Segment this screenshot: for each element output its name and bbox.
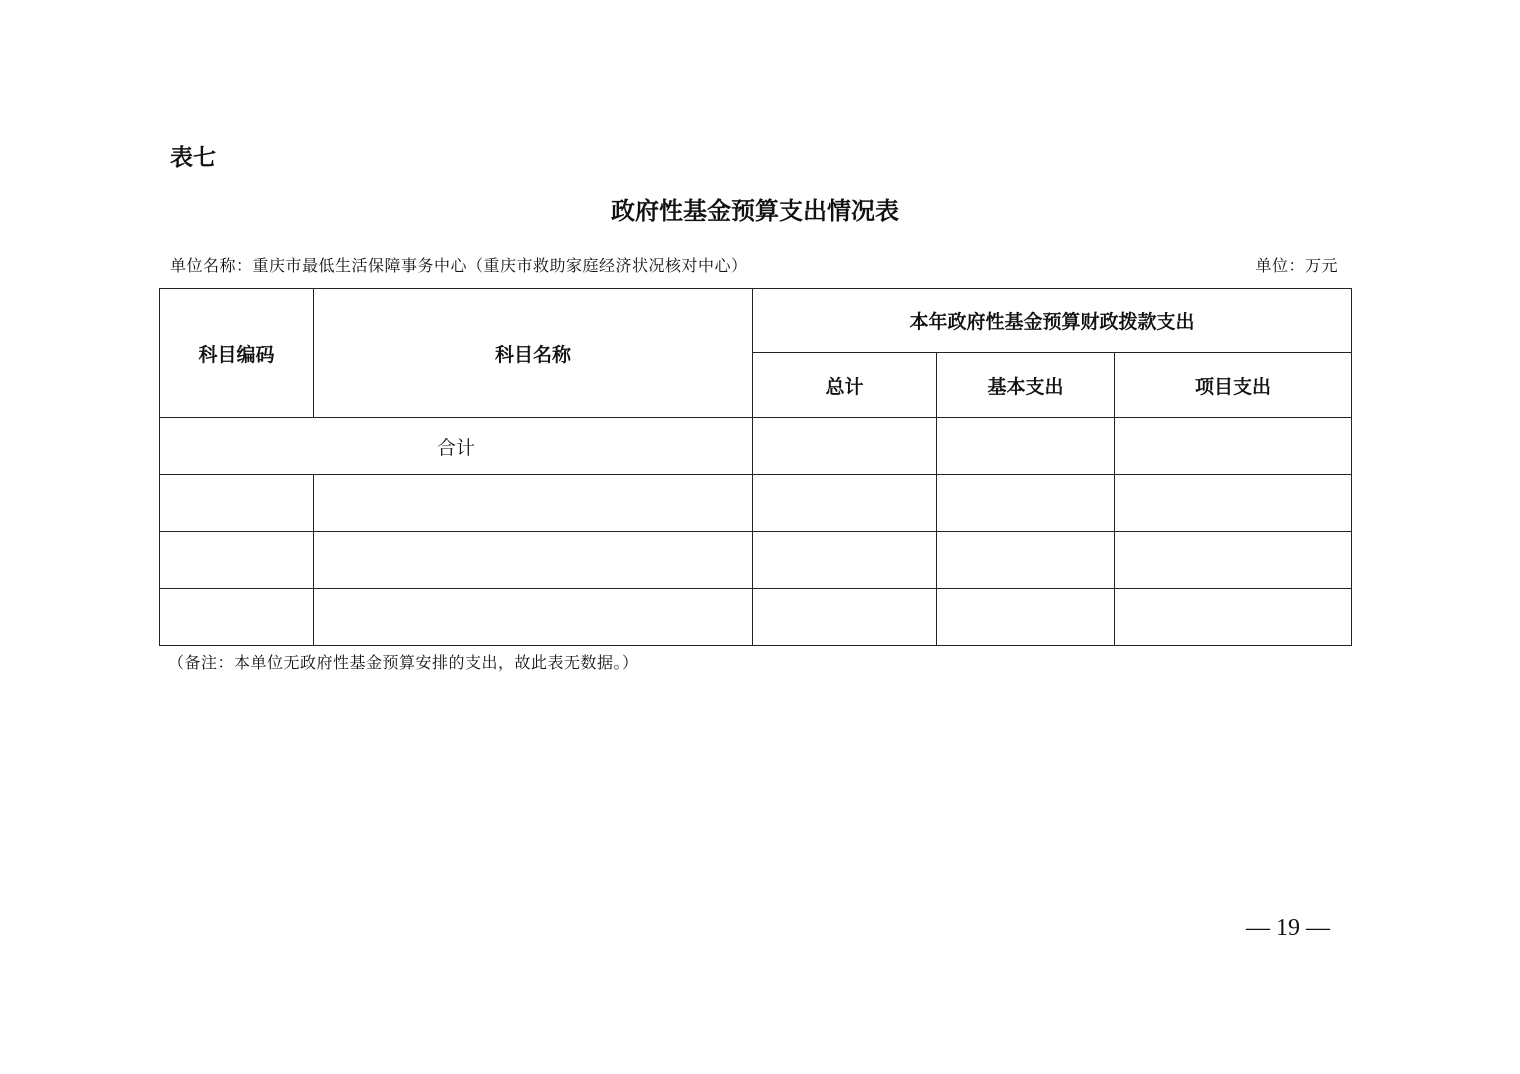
cell-project	[1115, 532, 1352, 589]
table-row	[160, 475, 1352, 532]
cell-code	[160, 589, 314, 646]
cell-name	[314, 532, 753, 589]
cell-basic	[937, 589, 1115, 646]
budget-table	[159, 288, 1352, 646]
header-total: 总计	[753, 353, 937, 418]
table-row	[160, 589, 1352, 646]
cell-total	[753, 475, 937, 532]
header-basic-expenditure: 基本支出	[937, 353, 1115, 418]
currency-unit: 单位：万元	[1255, 256, 1338, 275]
total-row-basic	[937, 418, 1115, 475]
cell-code	[160, 475, 314, 532]
table-note: （备注：本单位无政府性基金预算安排的支出，故此表无数据。）	[168, 653, 639, 672]
cell-basic	[937, 532, 1115, 589]
total-row-label: 合计	[160, 418, 753, 475]
cell-total	[753, 589, 937, 646]
document-title: 政府性基金预算支出情况表	[611, 196, 899, 225]
total-row-total	[753, 418, 937, 475]
cell-name	[314, 475, 753, 532]
table-row	[160, 532, 1352, 589]
header-group-expenditure: 本年政府性基金预算财政拨款支出	[753, 289, 1352, 353]
cell-basic	[937, 475, 1115, 532]
header-subject-name: 科目名称	[314, 289, 753, 418]
page-number: — 19 —	[1246, 915, 1330, 941]
cell-total	[753, 532, 937, 589]
total-row-project	[1115, 418, 1352, 475]
table-label: 表七	[170, 145, 216, 171]
header-subject-code: 科目编码	[160, 289, 314, 418]
total-row	[160, 418, 1352, 475]
unit-name: 单位名称：重庆市最低生活保障事务中心（重庆市救助家庭经济状况核对中心）	[170, 256, 748, 275]
cell-name	[314, 589, 753, 646]
header-project-expenditure: 项目支出	[1115, 353, 1352, 418]
cell-code	[160, 532, 314, 589]
cell-project	[1115, 589, 1352, 646]
cell-project	[1115, 475, 1352, 532]
